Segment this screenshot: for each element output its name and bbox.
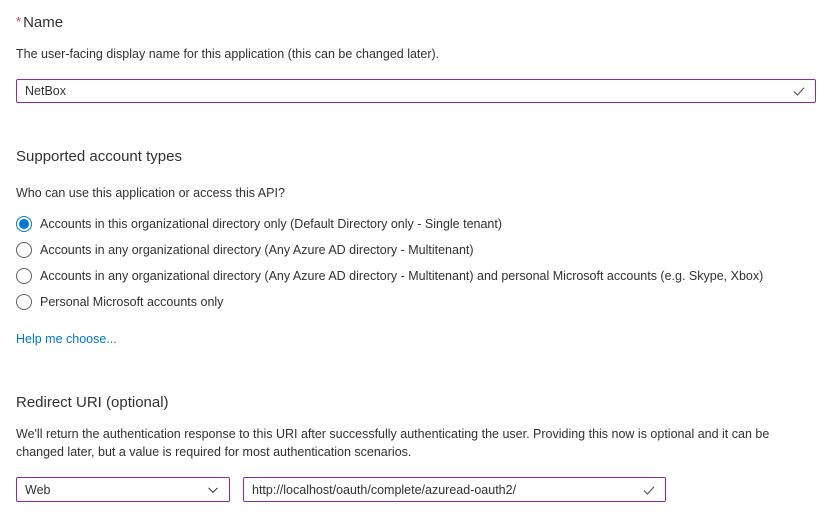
account-types-question: Who can use this application or access this API? <box>16 186 285 200</box>
radio-option-multitenant-personal[interactable] <box>16 263 816 289</box>
radio-option-label: Accounts in any organizational directory (Any Azure AD directory - Multitenant) and personal Microsoft accounts (e.g. Skype, Xbox) <box>40 269 764 283</box>
redirect-uri-section <box>16 393 816 502</box>
redirect-uri-row <box>16 477 816 502</box>
radio-button-icon <box>16 294 32 310</box>
platform-select[interactable] <box>16 477 230 502</box>
account-types-header: Supported account types <box>16 148 182 165</box>
radio-option-personal-only[interactable] <box>16 289 816 315</box>
account-type-radio-group <box>16 211 816 315</box>
checkmark-icon <box>641 482 657 498</box>
name-section-label: Name <box>23 14 64 31</box>
radio-option-label: Personal Microsoft accounts only <box>40 295 224 309</box>
redirect-uri-header: Redirect URI (optional) <box>16 394 169 411</box>
name-section <box>16 12 816 103</box>
radio-option-label: Accounts in this organizational directory only (Default Directory only - Single tenant) <box>40 217 503 231</box>
platform-select-value: Web <box>25 482 51 497</box>
required-asterisk: * <box>16 14 22 29</box>
uri-input-wrap <box>243 477 666 502</box>
radio-button-icon <box>16 216 32 232</box>
radio-button-icon <box>16 268 32 284</box>
radio-option-single-tenant[interactable] <box>16 211 816 237</box>
name-description: The user-facing display name for this application (this can be changed later). <box>16 47 440 61</box>
redirect-uri-input[interactable] <box>243 477 666 502</box>
radio-button-icon <box>16 242 32 258</box>
redirect-uri-description: We'll return the authentication response to this URI after successfully authenticating the user. Providing this now is optional and it can be changed later, but a value is required for most authentication scenarios. <box>16 427 770 459</box>
checkmark-icon <box>791 83 807 99</box>
name-input[interactable] <box>16 79 816 103</box>
radio-option-label: Accounts in any organizational directory (Any Azure AD directory - Multitenant) <box>40 243 474 257</box>
name-input-wrap <box>16 79 816 103</box>
help-me-choose-link[interactable]: Help me choose... <box>16 332 117 346</box>
chevron-down-icon <box>206 483 220 497</box>
account-types-section <box>16 147 816 346</box>
radio-option-multitenant[interactable] <box>16 237 816 263</box>
name-section-header <box>16 12 816 33</box>
